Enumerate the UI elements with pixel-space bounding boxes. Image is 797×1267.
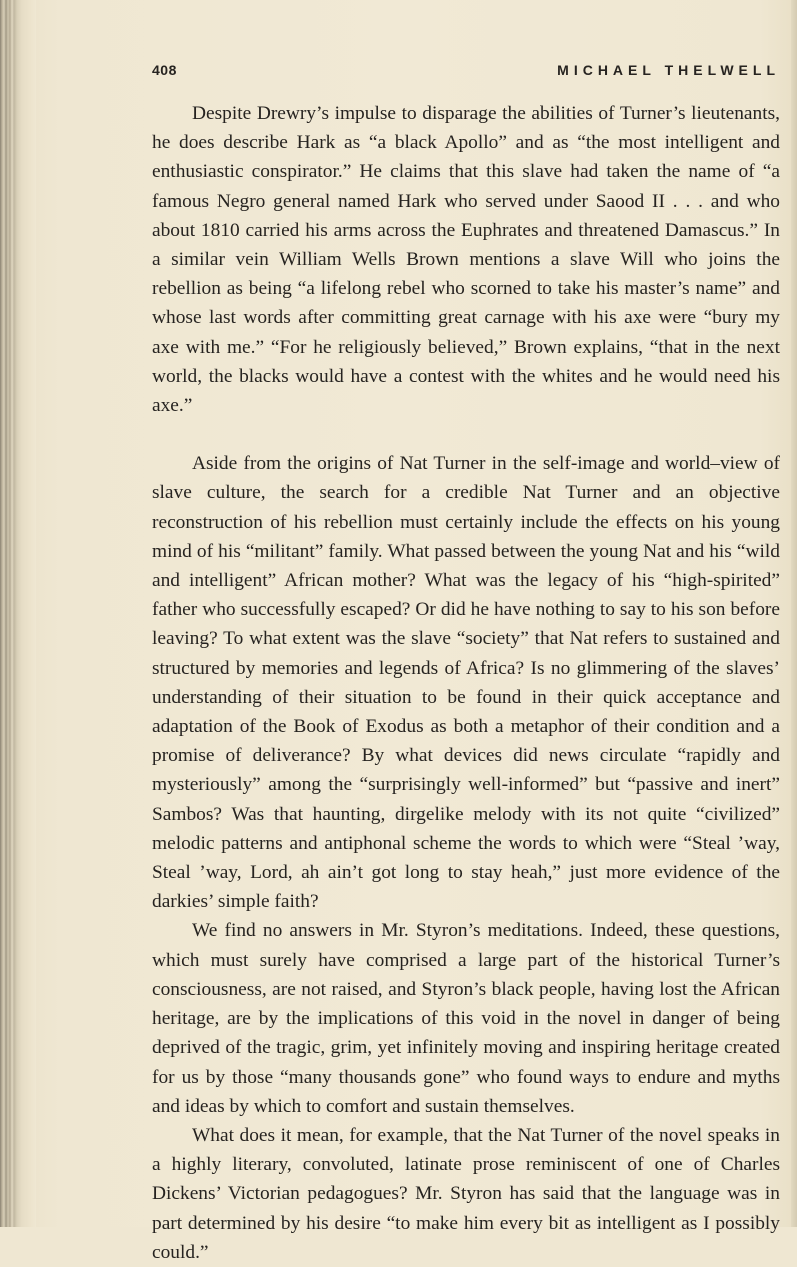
- paragraph-hark-and-will: Despite Drewry’s impulse to disparage the abilities of Turner’s lieutenants, he does describe Hark as “a black Apollo” and as “the most intelligent and enthusiastic conspirator.” He claims that this slave had taken the name of “a famous Negro general named Hark who served under Saood II . . . and who about 1810 carried his arms across the Euphrates and threatened Damascus.” In a similar vein William Wells Brown mentions a slave Will who joins the rebellion as being “a lifelong rebel who scorned to take his master’s name” and whose last words after committing great carnage with his axe were “bury my axe with me.” “For he religiously believed,” Brown explains, “that in the next world, the blacks would have a contest with the whites and he would need his axe.”: [152, 103, 780, 417]
- paragraph-language: What does it mean, for example, that the Nat Turner of the novel speaks in a highly literary, convoluted, latinate prose reminiscent of one of Charles Dickens’ Victorian pedagogues? Mr. Styron has said that the language was in part determined by his desire “to make him every bit as intelligent as I possibly could.”: [152, 1124, 780, 1263]
- body-text: [152, 99, 780, 1267]
- running-head-author: MICHAEL THELWELL: [557, 62, 780, 78]
- page-binding-edge: [0, 0, 36, 1227]
- page-header: [152, 62, 780, 82]
- paragraph-no-answers: We find no answers in Mr. Styron’s meditations. Indeed, these questions, which must surely have comprised a large part of the historical Turner’s consciousness, are not raised, and Styron’s black people, having lost the African heritage, are by the implications of this void in the novel in danger of being deprived of the tragic, grim, yet infinitely moving and inspiring heritage created for us by those “many thousands gone” who found ways to endure and myths and ideas by which to comfort and sustain themselves.: [152, 920, 780, 1117]
- page-number: 408: [152, 62, 177, 78]
- paragraph-origins-questions: Aside from the origins of Nat Turner in the self-image and world–view of slave culture, the search for a credible Nat Turner and an objective reconstruction of his rebellion must certainly include the effects on his young mind of his “militant” family. What passed between the young Nat and his “wild and intelligent” African mother? What was the legacy of his “high-spirited” father who successfully escaped? Or did he have nothing to say to his son before leaving? To what extent was the slave “society” that Nat refers to sustained and structured by memories and legends of Africa? Is no glimmering of the slaves’ understanding of their situation to be found in their quick acceptance and adaptation of the Book of Exodus as both a metaphor of their condition and a promise of deliverance? By what devices did news circulate “rapidly and mysteriously” among the “surprisingly well-informed” but “passive and inert” Sambos? Was that haunting, dirgelike melody with its not quite “civilized” melodic patterns and antiphonal scheme the words to which were “Steal ’way, Steal ’way, Lord, ah ain’t got long to stay heah,” just more evidence of the darkies’ simple faith?: [152, 453, 780, 913]
- page-right-edge: [791, 0, 797, 1227]
